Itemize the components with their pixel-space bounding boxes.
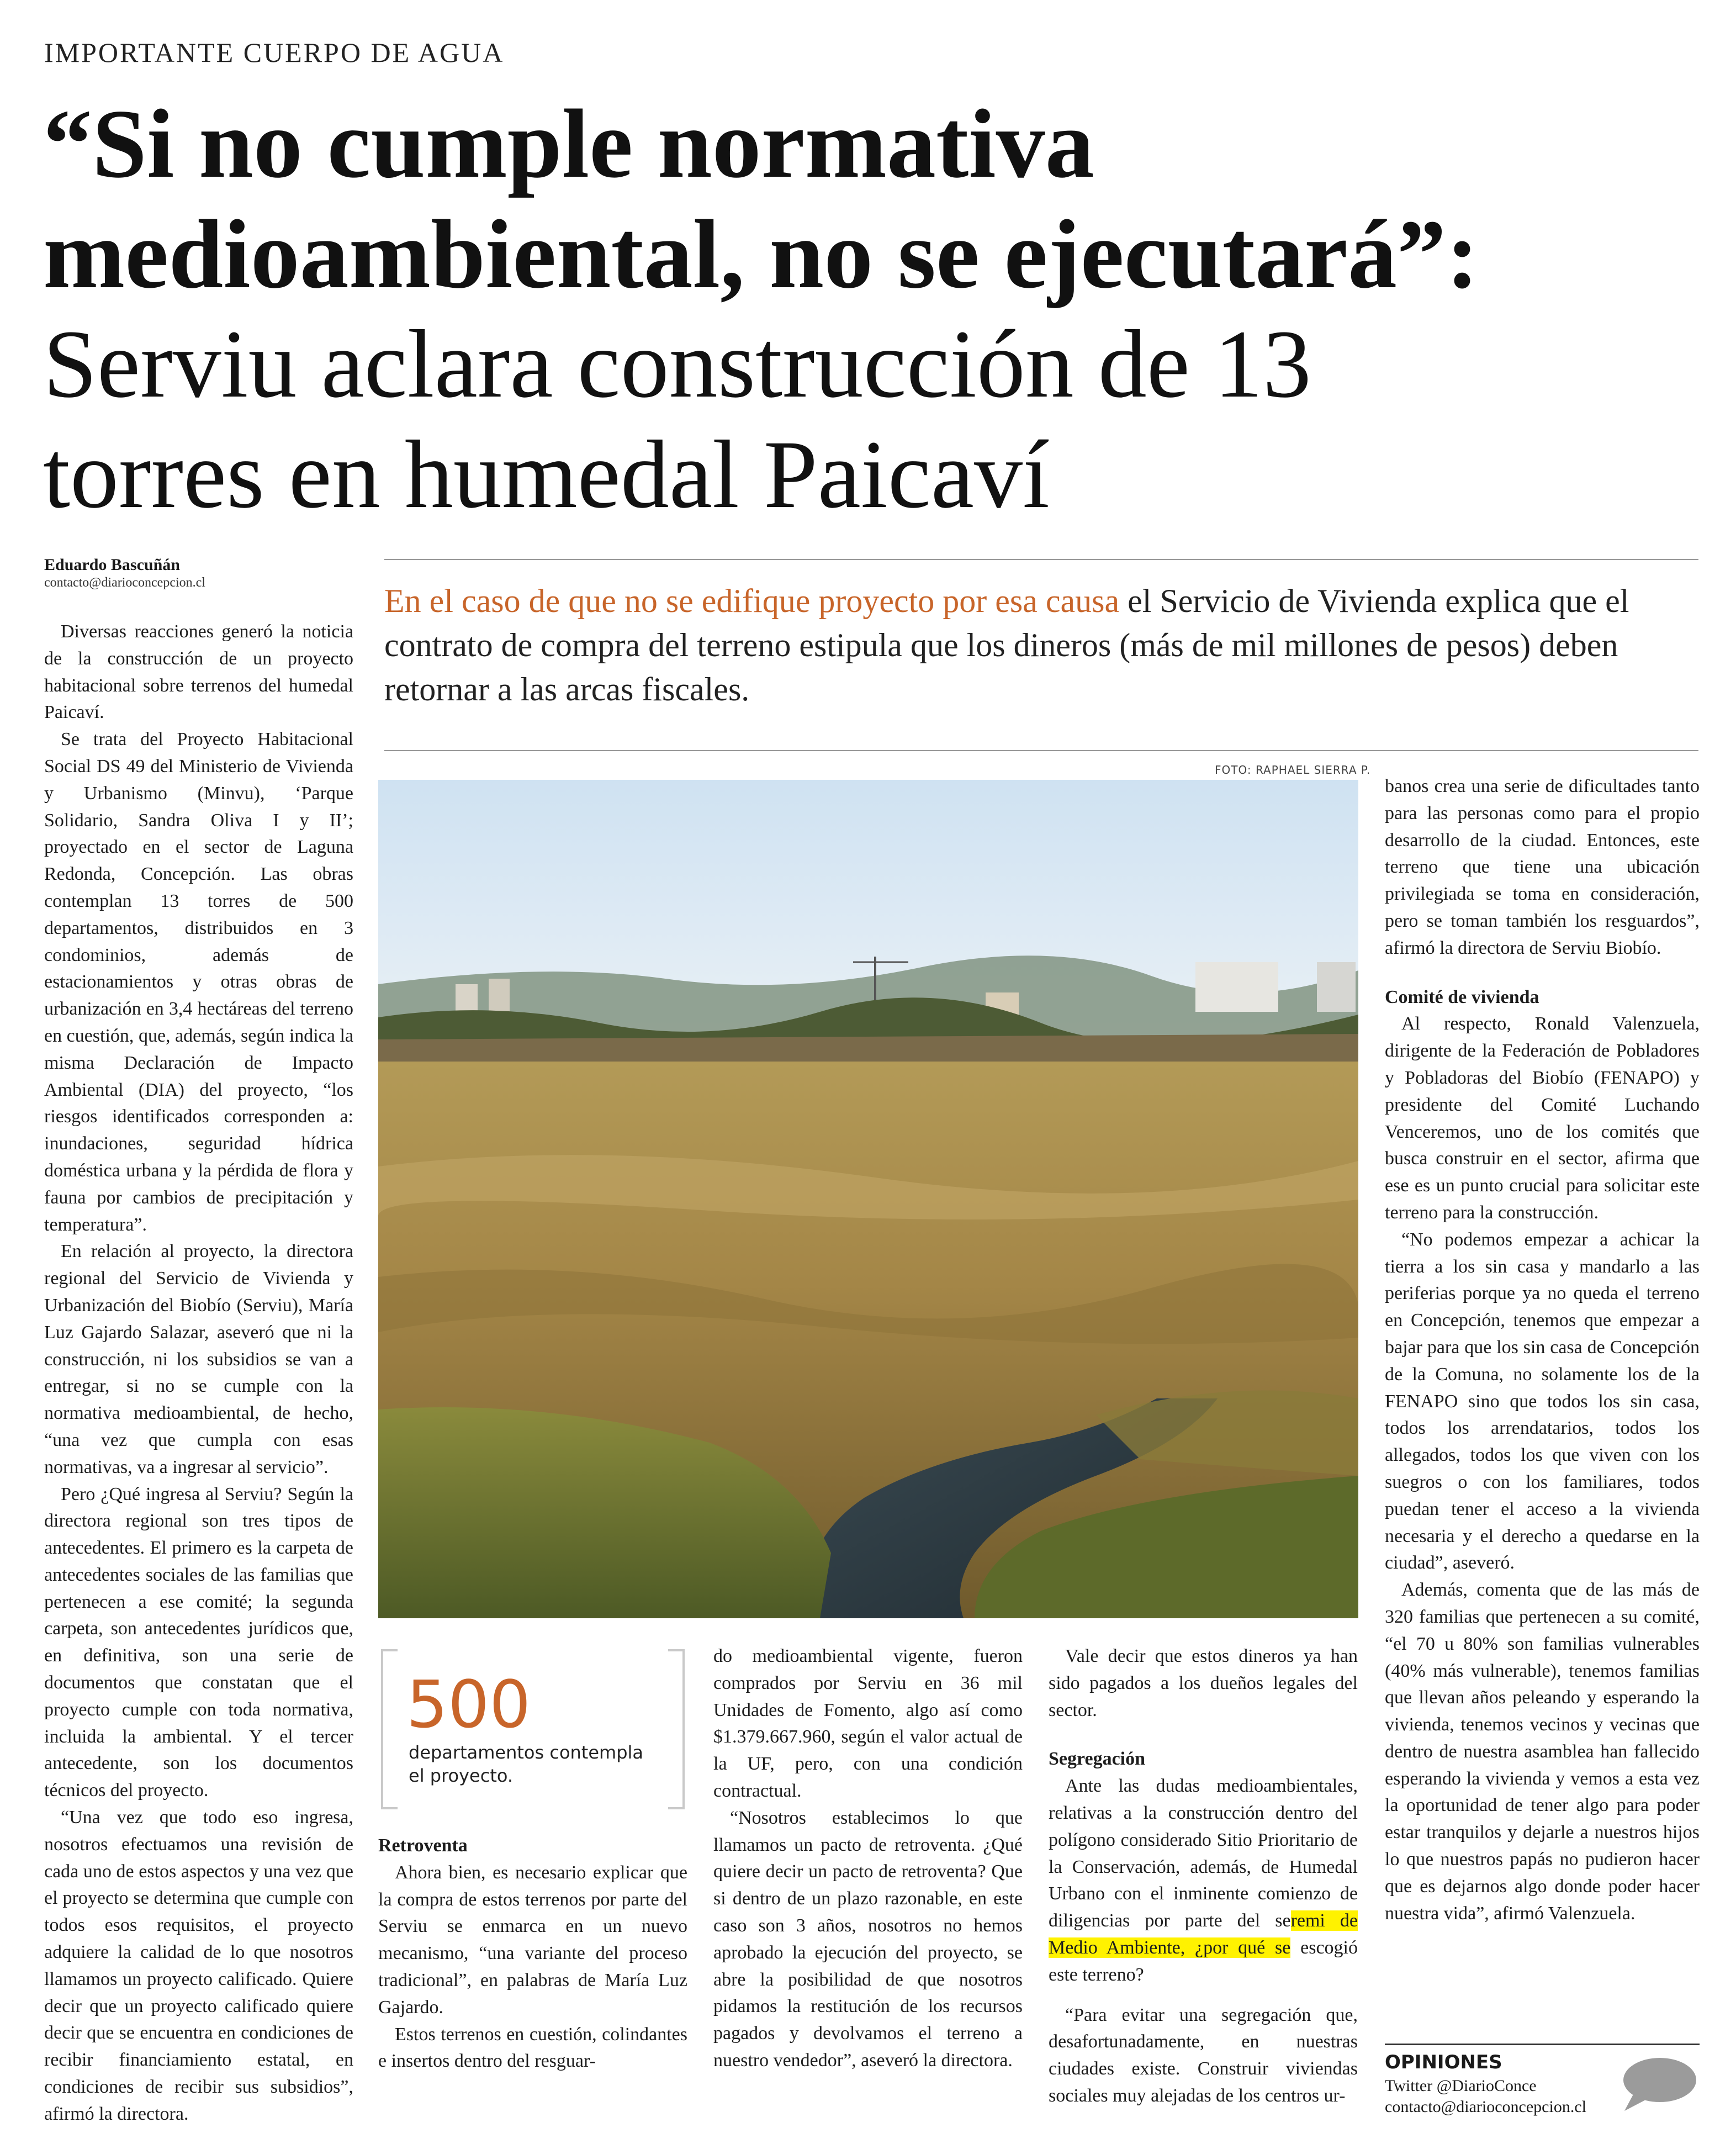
column-3-paragraph: “Nosotros establecimos lo que llamamos un pacto de retroventa. ¿Qué quiere decir un pacto de retroventa? Que si dentro de un plazo razonable, en este caso son 3 años, nosotros no hemos aprobado la ejecución del proyecto, se abre la posibilidad de que nosotros pidamos la restitución de los recursos pagados y devolvamos el terreno a nuestro vendedor”, aseveró la directora. [713, 1807, 1023, 2071]
article-column-1 [44, 619, 353, 2128]
photo-credit: FOTO: RAPHAEL SIERRA P. [1215, 763, 1371, 777]
column-1-paragraph: Pero ¿Qué ingresa al Serviu? Según la directora regional son tres tipos de antecedentes. El primero es la carpeta de antecedentes sociales de las familias que pertenecen a ese comité; la segunda carpeta, son antecedentes jurídicos que, en definitiva, son una serie de documentos que constatan que el proyecto cumple con toda normativa, incluida la ambiental. Y el tercer antecedente, son los documentos técnicos del proyecto. [44, 1483, 353, 1801]
article-column-4 [1049, 1643, 1358, 2110]
opinion-title: OPINIONES [1385, 2051, 1502, 2073]
column-2-paragraph: Estos terrenos en cuestión, colindantes e insertos dentro del resguar- [378, 2024, 687, 2072]
column-1-paragraph: Se trata del Proyecto Habitacional Social DS 49 del Ministerio de Vivienda y Urbanismo (Minvu), ‘Parque Solidario, Sandra Oliva I y II’; proyectado en el sector de Laguna Redonda, Concepción. Las obras contemplan 13 torres de 500 departamentos, distribuidos en 3 condominios, además de estacionamientos y otras obras de urbanización en 3,4 hectáreas del terreno en cuestión, que, además, según indica la misma Declaración de Impacto Ambiental (DIA) del proyecto, “los riesgos identificados corresponden a: inundaciones, seguridad hídrica doméstica urbana y la pérdida de flora y fauna por cambios de precipitación y temperatura”. [44, 729, 353, 1235]
column-5-paragraph: Además, comenta que de las más de 320 familias que pertenecen a su comité, “el 70 u 80% son familias vulnerables (40% más vulnerable), tenemos familias que llevan años peleando y esperando la vivienda, tenemos vecinos y vecinas que dentro de nuestra asamblea han fallecido esperando la vivienda y vemos a esta vez la oportunidad de tener algo para poder estar tranquilos y dejarle a nuestros hijos lo que nuestros papás no pudieron hacer que es dejarnos algo donde poder hacer nuestra vida”, afirmó Valenzuela. [1385, 1580, 1700, 1924]
headline-line-2: medioambiental, no se ejecutará”: [43, 199, 1479, 309]
opinion-email[interactable]: contacto@diarioconcepcion.cl [1385, 2098, 1586, 2116]
column-2-paragraph: Ahora bien, es necesario explicar que la compra de estos terrenos por parte del Serviu se enmarca en un nuevo mecanismo, “una variante del proceso tradicional”, en palabras de María Luz Gajardo. [378, 1862, 687, 2018]
column-3-paragraph: do medioambiental vigente, fueron comprados por Serviu en 36 mil Unidades de Fomento, algo así como $1.379.667.960, según el valor actual de la UF, pero, con una condición contractual. [713, 1646, 1023, 1801]
lead-bottom-rule [384, 750, 1698, 751]
byline-author: Eduardo Bascuñán [44, 556, 180, 574]
lead-accent: En el caso de que no se edifique proyecto por esa causa [384, 583, 1120, 619]
column-5-paragraph: banos crea una serie de dificultades tanto para las personas como para el propio desarrollo de la ciudad. Entonces, este terreno que tiene una ubicación privilegiada se toma en consideración, pero se toman también los resguardos”, afirmó la directora de Serviu Biobío. [1385, 776, 1700, 958]
stat-callout [381, 1649, 685, 1809]
subheading-comite: Comité de vivienda [1385, 986, 1539, 1007]
column-1-paragraph: En relación al proyecto, la directora regional del Servicio de Vivienda y Urbanización del Biobío (Serviu), María Luz Gajardo Salazar, aseveró que ni la construcción, ni los subsidios se van a entregar, si no se cumple con la normativa medioambiental, de hecho, “una vez que cumpla con esas normativas, va a ingresar al servicio”. [44, 1241, 353, 1477]
headline-line-1: “Si no cumple normativa [43, 89, 1094, 198]
article-column-2 [378, 1833, 687, 2075]
stat-bracket-right [668, 1649, 685, 1809]
headline-line-4: torres en humedal Paicaví [43, 421, 1050, 529]
byline-email: contacto@diarioconcepcion.cl [44, 576, 205, 590]
opinion-rule [1385, 2044, 1700, 2045]
lead-rest: el Servicio de Vivienda explica que el contrato de compra del terreno estipula que los dineros (más de mil millones de pesos) deben retornar a las arcas fiscales. [384, 583, 1629, 708]
column-4-paragraph: Vale decir que estos dineros ya han sido pagados a los dueños legales del sector. [1049, 1646, 1358, 1720]
column-5-paragraph: Al respecto, Ronald Valenzuela, dirigente de la Federación de Pobladores y Pobladoras del Biobío (FENAPO) y presidente del Comité Luchando Venceremos, uno de los comités que busca construir en el sector, afirma que ese es un punto crucial para solicitar este terreno para la construcción. [1385, 1013, 1700, 1223]
highlighted-text: remi de Medio Ambiente, ¿por qué se [1049, 1910, 1358, 1958]
stat-bracket-left [381, 1649, 398, 1809]
lead-top-rule [384, 559, 1698, 560]
column-4-paragraph [1049, 1773, 1358, 1988]
headline-subtitle [43, 309, 1700, 530]
opinion-twitter[interactable]: Twitter @DiarioConce [1385, 2077, 1537, 2095]
speech-bubble-icon [1616, 2053, 1698, 2114]
wetland-photo [378, 780, 1358, 1618]
section-kicker: IMPORTANTE CUERPO DE AGUA [44, 37, 505, 68]
article-column-3 [713, 1643, 1023, 2074]
column-5-paragraph: “No podemos empezar a achicar la tierra a los sin casa y mandarlo a las periferias porque ya no queda el terreno en Concepción, tenemos que empezar a bajar para que los sin casa de Concepción de la Comuna, no solamente los de la FENAPO sino que todos los sin casa, todos los arrendatarios, todos los allegados, todos los que viven con los suegros o con los familiares, todos puedan tener el acceso a la vivienda necesaria y el derecho a quedarse en la ciudad”, aseveró. [1385, 1229, 1700, 1574]
stat-number: 500 [406, 1666, 531, 1743]
headline-bold [43, 88, 1700, 309]
column-4-text: escogió este terreno? [1049, 1937, 1358, 1985]
article-column-5 [1385, 773, 1700, 1927]
column-4-text: Ante las dudas medioambientales, relativas a la construcción dentro del polígono considerado Sitio Prioritario de la Conservación, además, de Humedal Urbano con el inminente comienzo de diligencias por parte del se [1049, 1776, 1358, 1931]
column-1-paragraph: Diversas reacciones generó la noticia de la construcción de un proyecto habitacional sobre terrenos del humedal Paicaví. [44, 621, 353, 723]
headline-line-3: Serviu aclara construcción de 13 [43, 310, 1311, 418]
subheading-segregacion: Segregación [1049, 1749, 1146, 1770]
wetland-photo-illustration [378, 780, 1358, 1618]
column-4-paragraph: “Para evitar una segregación que, desafortunadamente, en nuestras ciudades existe. Construir viviendas sociales muy alejadas de los centros ur- [1049, 2004, 1358, 2106]
stat-caption: departamentos contempla el proyecto. [409, 1742, 644, 1786]
subheading-retroventa: Retroventa [378, 1835, 468, 1856]
column-1-paragraph: “Una vez que todo eso ingresa, nosotros efectuamos una revisión de cada uno de estos aspectos y una vez que el proyecto se determina que cumple con todos esos requisitos, el proyecto adquiere la calidad de lo que nosotros llamamos un proyecto calificado. Quiere decir que un proyecto calificado quiere decir que se encuentra en condiciones de recibir financiamiento estatal, en condiciones de recibir sus subsidios”, afirmó la directora. [44, 1807, 353, 2124]
lead-paragraph [384, 579, 1698, 711]
